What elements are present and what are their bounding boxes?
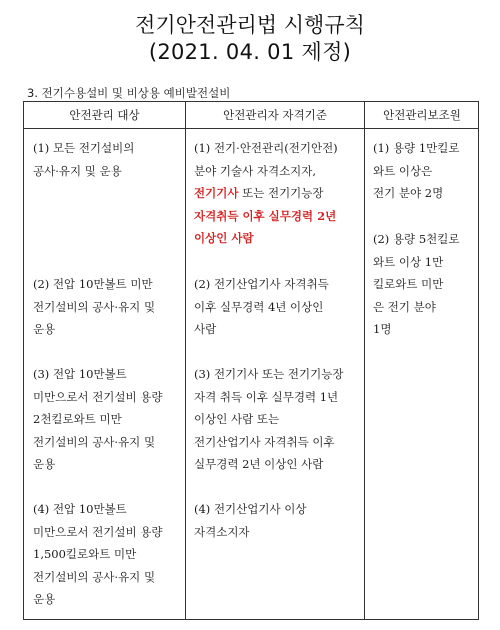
column-divider	[185, 102, 186, 619]
target-item-4: (4) 전압 10만볼트 미만으로서 전기설비 용량 1,500킬로와트 미만 전기설비의 공사·유지 및 운용	[33, 502, 163, 606]
highlight-requirement: 자격취득 이후 실무경력 2년	[194, 208, 337, 223]
assistant-item-1: (1) 용량 1만킬로 와트 이상은 전기 분야 2명	[373, 141, 460, 200]
target-item-1: (1) 모든 전기설비의 공사·유지 및 운용	[33, 141, 135, 178]
qualification-item-2: (2) 전기산업기사 자격취득 이후 실무경력 4년 이상인 사람	[194, 277, 329, 336]
document-title: 전기안전관리법 시행규칙	[135, 13, 365, 37]
header-qualification: 안전관리자 자격기준	[223, 108, 327, 122]
assistant-item-2: (2) 용량 5천킬로 와트 이상 1만 킬로와트 미만 은 전기 분야 1명	[373, 232, 460, 336]
header-divider	[24, 128, 478, 129]
header-assistant: 안전관리보조원	[383, 108, 461, 122]
highlight-electrical-engineer: 전기기사	[194, 186, 239, 200]
qualification-item-4: (4) 전기산업기사 이상 자격소지자	[194, 502, 307, 539]
qualification-item-1: (1) 전기·안전관리(전기안전) 분야 기술사 자격소지자, 전기기사 또는 전기기능장 자격취득 이후 실무경력 2년 이상인 사람	[194, 137, 338, 250]
column-divider	[364, 102, 365, 619]
section-heading: 3. 전기수용설비 및 비상용 예비발전설비	[27, 86, 231, 100]
highlight-requirement: 이상인 사람	[194, 231, 254, 245]
target-item-3: (3) 전압 10만볼트 미만으로서 전기설비 용량 2천킬로와트 미만 전기설비의 공사·유지 및 운용	[33, 367, 163, 471]
regulation-table	[23, 101, 479, 620]
document-subtitle: (2021. 04. 01 제정)	[148, 40, 352, 64]
qualification-item-3: (3) 전기기사 또는 전기기능장 자격 취득 이후 실무경력 1년 이상인 사람 또는 전기산업기사 자격취득 이후 실무경력 2년 이상인 사람	[194, 367, 344, 471]
header-target: 안전관리 대상	[69, 108, 140, 122]
target-item-2: (2) 전압 10만볼트 미만 전기설비의 공사·유지 및 운용	[33, 277, 156, 336]
